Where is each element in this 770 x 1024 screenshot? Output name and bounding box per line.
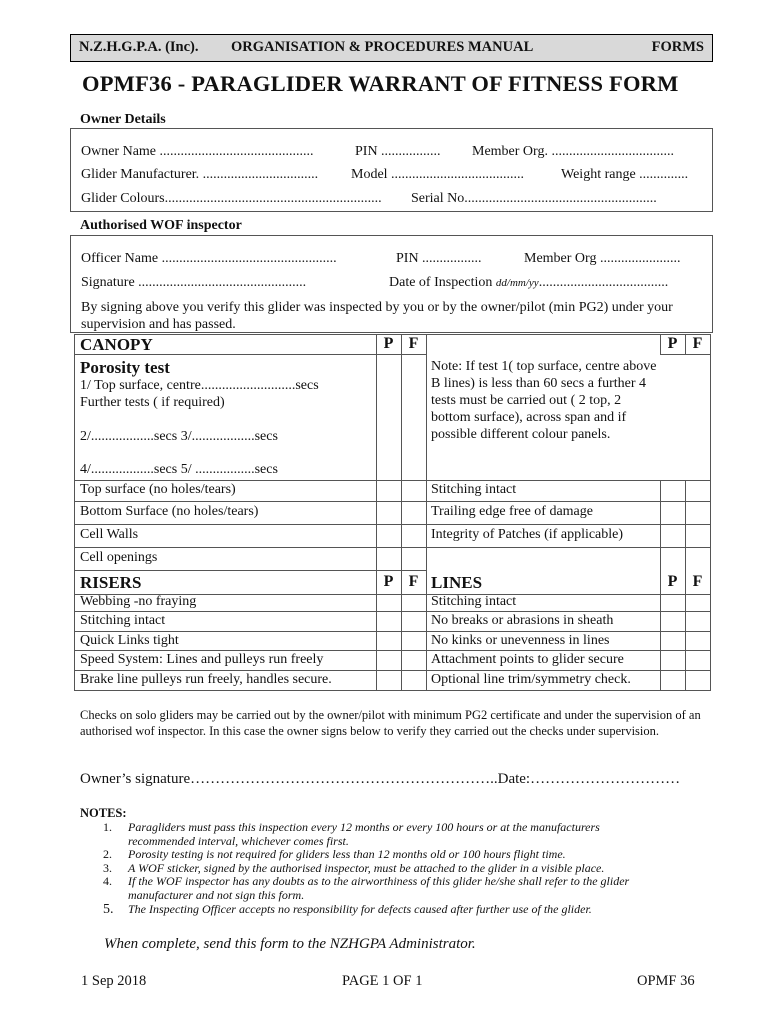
canopy-p-header: P — [383, 335, 394, 352]
inspector-heading: Authorised WOF inspector — [80, 218, 242, 233]
canopy-item-cell-walls: Cell Walls — [80, 527, 139, 542]
note-item: 4. If the WOF inspector has any doubts as to the airworthiness of this glider he/she shall refer to the glider manufacturer and not sign this form. — [103, 874, 630, 902]
inspection-date-label: Date of Inspection — [389, 275, 493, 290]
risers-item-stitching: Stitching intact — [80, 613, 166, 628]
declaration-text: By signing above you verify this glider was inspected by you or by the owner/pilot (min PG2) under your supervision and has passed. — [81, 300, 673, 332]
owner-heading: Owner Details — [80, 112, 166, 127]
risers-item-webbing: Webbing -no fraying — [80, 594, 197, 609]
header-manual: ORGANISATION & PROCEDURES MANUAL — [231, 39, 534, 55]
canopy-right-p-header: P — [667, 335, 678, 352]
canopy-heading: CANOPY — [80, 335, 153, 354]
owner-member-org-field[interactable]: Member Org. ................................... — [472, 144, 674, 159]
inspector-pin-field[interactable]: PIN ................. — [396, 251, 482, 266]
canopy-item-trailing-edge: Trailing edge free of damage — [431, 504, 593, 519]
canopy-item-stitching: Stitching intact — [431, 482, 517, 497]
note-item: 2. Porosity testing is not required for gliders less than 12 months old or 100 hours flight time. — [103, 847, 566, 861]
lines-f-header: F — [692, 573, 703, 590]
risers-f-header: F — [408, 573, 419, 590]
canopy-item-top-surface: Top surface (no holes/tears) — [80, 482, 236, 497]
model-field[interactable]: Model ...................................... — [351, 167, 525, 182]
lines-item-attachment: Attachment points to glider secure — [431, 652, 624, 667]
manufacturer-field[interactable]: Glider Manufacturer. ................................. — [81, 167, 319, 182]
header-forms: FORMS — [651, 39, 704, 55]
inspection-date-dots: ..................................... — [538, 275, 669, 290]
risers-item-speed-system: Speed System: Lines and pulleys run freely — [80, 652, 324, 667]
lines-item-breaks: No breaks or abrasions in sheath — [431, 613, 614, 628]
porosity-test-4-5[interactable]: 4/..................secs 5/ .................secs — [80, 462, 278, 477]
footer-date: 1 Sep 2018 — [81, 973, 147, 989]
owner-signature-field[interactable]: Owner’s signature……………………………………………………..Date:………………………… — [80, 771, 681, 787]
note-item: 1. Paragliders must pass this inspection every 12 months or every 100 hours or at the manufacturers recommended interval, whichever comes first. — [103, 820, 600, 848]
porosity-test-1[interactable]: 1/ Top surface, centre...........................secs — [80, 378, 319, 393]
inspection-date-format: dd/mm/yy — [495, 277, 539, 289]
header-org: N.Z.H.G.P.A. (Inc). — [79, 39, 199, 55]
porosity-test-2-3[interactable]: 2/..................secs 3/..................secs — [80, 429, 278, 444]
weight-range-field[interactable]: Weight range .............. — [561, 167, 689, 182]
send-instruction: When complete, send this form to the NZHGPA Administrator. — [104, 936, 476, 952]
risers-item-brake-pulleys: Brake line pulleys run freely, handles secure. — [80, 672, 332, 687]
note-item: 5. The Inspecting Officer accepts no responsibility for defects caused after further use of the glider. — [103, 902, 592, 917]
checklist-grid — [74, 334, 711, 691]
risers-p-header: P — [383, 573, 394, 590]
porosity-heading: Porosity test — [80, 358, 170, 377]
glider-colours-field[interactable]: Glider Colours.............................................................. — [81, 191, 382, 206]
lines-p-header: P — [667, 573, 678, 590]
footer-code: OPMF 36 — [637, 973, 695, 989]
canopy-right-f-header: F — [692, 335, 703, 352]
page-title: OPMF36 - PARAGLIDER WARRANT OF FITNESS FORM — [82, 71, 679, 96]
lines-item-trim: Optional line trim/symmetry check. — [431, 672, 631, 687]
officer-name-field[interactable]: Officer Name .................................................. — [81, 251, 337, 266]
canopy-item-patches: Integrity of Patches (if applicable) — [431, 527, 624, 542]
canopy-item-cell-openings: Cell openings — [80, 550, 158, 565]
solo-checks-text: Checks on solo gliders may be carried out by the owner/pilot with minimum PG2 certificate and under the supervision of an authorised wof inspector. In this case the owner signs below to verify they carried out the checks under supervision. — [80, 708, 701, 738]
porosity-further-label: Further tests ( if required) — [80, 395, 225, 410]
signature-field[interactable]: Signature ................................................ — [81, 275, 307, 290]
inspection-date-field[interactable] — [389, 275, 668, 291]
risers-heading: RISERS — [80, 573, 142, 592]
porosity-note: Note: If test 1( top surface, centre above B lines) is less than 60 secs a further 4 tests must be carried out ( 2 top, 2 bottom surface), across span and if possible different colour panels. — [431, 359, 657, 442]
note-item: 3. A WOF sticker, signed by the authorised inspector, must be attached to the glider in a visible place. — [103, 861, 605, 875]
lines-item-kinks: No kinks or unevenness in lines — [431, 633, 610, 648]
canopy-item-bottom-surface: Bottom Surface (no holes/tears) — [80, 504, 259, 519]
risers-item-quick-links: Quick Links tight — [80, 633, 179, 648]
canopy-f-header: F — [408, 335, 419, 352]
header-bar — [70, 34, 713, 62]
notes-heading: NOTES: — [80, 806, 127, 820]
inspector-member-org-field[interactable]: Member Org ....................... — [524, 251, 681, 266]
lines-item-stitching: Stitching intact — [431, 594, 517, 609]
owner-pin-field[interactable]: PIN ................. — [355, 144, 441, 159]
footer-page: PAGE 1 OF 1 — [342, 973, 423, 989]
owner-name-field[interactable]: Owner Name ............................................ — [81, 144, 314, 159]
lines-heading: LINES — [431, 573, 483, 592]
notes-list — [103, 821, 663, 917]
serial-field[interactable]: Serial No....................................................... — [411, 191, 657, 206]
